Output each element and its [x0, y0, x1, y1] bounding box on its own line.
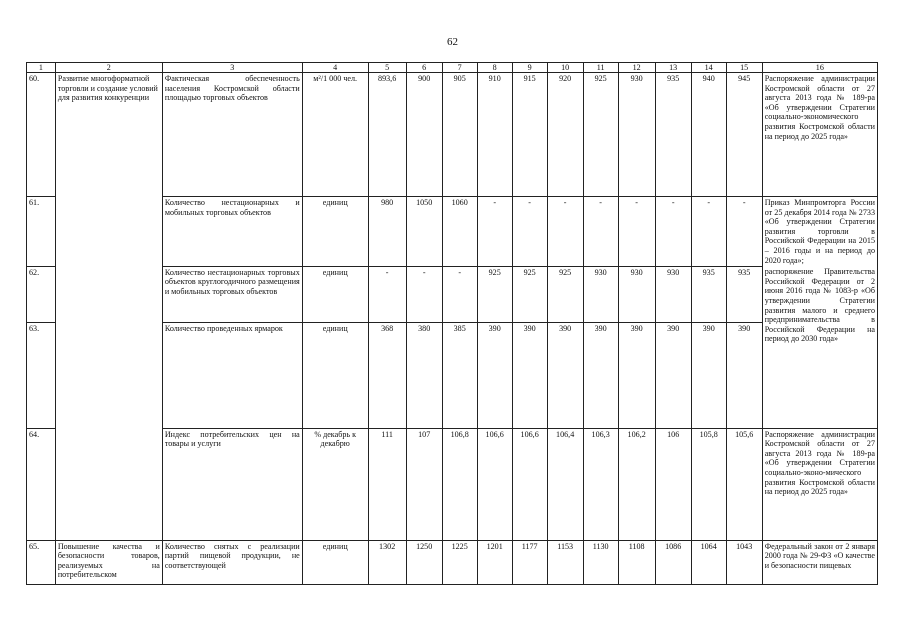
value-cell: 920: [547, 73, 583, 197]
value-cell: 930: [583, 266, 618, 322]
column-number-row: [27, 63, 878, 73]
value-cell: -: [368, 266, 406, 322]
value-cell: 390: [583, 322, 618, 428]
value-cell: 105,6: [726, 428, 762, 540]
value-cell: 1177: [512, 540, 547, 584]
value-cell: 930: [655, 266, 691, 322]
indicator-cell: Количество снятых с реализации партий пищевой продукции, не соответствующей: [162, 540, 302, 584]
value-cell: 1130: [583, 540, 618, 584]
value-cell: 106,6: [512, 428, 547, 540]
value-cell: -: [726, 197, 762, 267]
value-cell: 905: [442, 73, 477, 197]
value-cell: -: [442, 266, 477, 322]
column-header: 9: [512, 63, 547, 73]
value-cell: 925: [477, 266, 512, 322]
value-cell: 980: [368, 197, 406, 267]
value-cell: -: [547, 197, 583, 267]
value-cell: 105,8: [691, 428, 726, 540]
column-header: 7: [442, 63, 477, 73]
value-cell: 1201: [477, 540, 512, 584]
value-cell: -: [512, 197, 547, 267]
unit-cell: % декабрь к декабрю: [302, 428, 368, 540]
indicator-cell: Индекс потребительских цен на товары и услуги: [162, 428, 302, 540]
value-cell: 1043: [726, 540, 762, 584]
row-number: 65.: [27, 540, 56, 584]
value-cell: 107: [406, 428, 442, 540]
value-cell: 1086: [655, 540, 691, 584]
table-row: [27, 540, 878, 584]
value-cell: 900: [406, 73, 442, 197]
value-cell: 940: [691, 73, 726, 197]
column-header: 1: [27, 63, 56, 73]
value-cell: 925: [583, 73, 618, 197]
source-cell: Приказ Минпромторга России от 25 декабря 2014 года № 2733 «Об утверждении Стратегии развития торговли в Российской Федерации на 2015 – 2016 годы и на период до 2020 года»;: [762, 197, 877, 267]
unit-cell: единиц: [302, 322, 368, 428]
value-cell: 106,8: [442, 428, 477, 540]
value-cell: 111: [368, 428, 406, 540]
value-cell: 915: [512, 73, 547, 197]
value-cell: 106: [655, 428, 691, 540]
column-header: 8: [477, 63, 512, 73]
value-cell: -: [691, 197, 726, 267]
indicators-table: [26, 62, 878, 585]
value-cell: 106,4: [547, 428, 583, 540]
source-cell: Распоряжение администрации Костромской области от 27 августа 2013 года № 189-ра «Об утверждении Стратегии социально-экономического развития Костромской области на период до 2025 года»: [762, 73, 877, 197]
page-number: 62: [447, 36, 458, 48]
unit-cell: единиц: [302, 266, 368, 322]
value-cell: 925: [547, 266, 583, 322]
column-header: 11: [583, 63, 618, 73]
column-header: 12: [618, 63, 655, 73]
value-cell: -: [583, 197, 618, 267]
value-cell: 1225: [442, 540, 477, 584]
column-header: 3: [162, 63, 302, 73]
value-cell: 390: [726, 322, 762, 428]
value-cell: -: [655, 197, 691, 267]
value-cell: 935: [726, 266, 762, 322]
unit-cell: единиц: [302, 197, 368, 267]
value-cell: 910: [477, 73, 512, 197]
value-cell: 106,3: [583, 428, 618, 540]
source-cell: Федеральный закон от 2 января 2000 года № 29-ФЗ «О качестве и безопасности пищевых: [762, 540, 877, 584]
value-cell: 893,6: [368, 73, 406, 197]
value-cell: 1060: [442, 197, 477, 267]
value-cell: 1250: [406, 540, 442, 584]
value-cell: 935: [655, 73, 691, 197]
source-cell: Распоряжение администрации Костромской области от 27 августа 2013 года № 189-ра «Об утверждении Стратегии социально-эконо-мического развития Костромской области на период до 2025 года»: [762, 428, 877, 540]
value-cell: 1064: [691, 540, 726, 584]
column-header: 16: [762, 63, 877, 73]
value-cell: -: [477, 197, 512, 267]
indicator-cell: Количество нестационарных торговых объектов круглогодичного размещения и мобильных торговых объектов: [162, 266, 302, 322]
value-cell: 385: [442, 322, 477, 428]
indicator-cell: Фактическая обеспеченность населения Костромской области площадью торговых объектов: [162, 73, 302, 197]
value-cell: -: [618, 197, 655, 267]
value-cell: 930: [618, 266, 655, 322]
value-cell: 1050: [406, 197, 442, 267]
value-cell: 930: [618, 73, 655, 197]
value-cell: 106,6: [477, 428, 512, 540]
row-number: 63.: [27, 322, 56, 428]
indicator-cell: Количество нестационарных и мобильных торговых объектов: [162, 197, 302, 267]
row-number: 60.: [27, 73, 56, 197]
column-header: 2: [55, 63, 162, 73]
value-cell: 380: [406, 322, 442, 428]
objective-cell: Развитие многоформатной торговли и создание условий для развития конкуренции: [55, 73, 162, 541]
value-cell: 390: [512, 322, 547, 428]
value-cell: 390: [691, 322, 726, 428]
value-cell: 1302: [368, 540, 406, 584]
value-cell: 1153: [547, 540, 583, 584]
value-cell: 935: [691, 266, 726, 322]
value-cell: 390: [618, 322, 655, 428]
value-cell: 925: [512, 266, 547, 322]
value-cell: 390: [477, 322, 512, 428]
indicator-cell: Количество проведенных ярмарок: [162, 322, 302, 428]
unit-cell: м²/1 000 чел.: [302, 73, 368, 197]
value-cell: 945: [726, 73, 762, 197]
column-header: 10: [547, 63, 583, 73]
column-header: 14: [691, 63, 726, 73]
column-header: 15: [726, 63, 762, 73]
column-header: 5: [368, 63, 406, 73]
value-cell: 1108: [618, 540, 655, 584]
source-cell: распоряжение Правительства Российской Федерации от 2 июня 2016 года № 1083-р «Об утверждении Стратегии развития малого и среднего предпринимательства в Российской Федерации на период до 2030 года»: [762, 266, 877, 428]
objective-cell: Повышение качества и безопасности товаров, реализуемых на потребительском: [55, 540, 162, 584]
row-number: 64.: [27, 428, 56, 540]
column-header: 4: [302, 63, 368, 73]
row-number: 61.: [27, 197, 56, 267]
table-row: [27, 73, 878, 197]
value-cell: 368: [368, 322, 406, 428]
row-number: 62.: [27, 266, 56, 322]
column-header: 13: [655, 63, 691, 73]
value-cell: 390: [655, 322, 691, 428]
value-cell: -: [406, 266, 442, 322]
value-cell: 106,2: [618, 428, 655, 540]
unit-cell: единиц: [302, 540, 368, 584]
value-cell: 390: [547, 322, 583, 428]
column-header: 6: [406, 63, 442, 73]
